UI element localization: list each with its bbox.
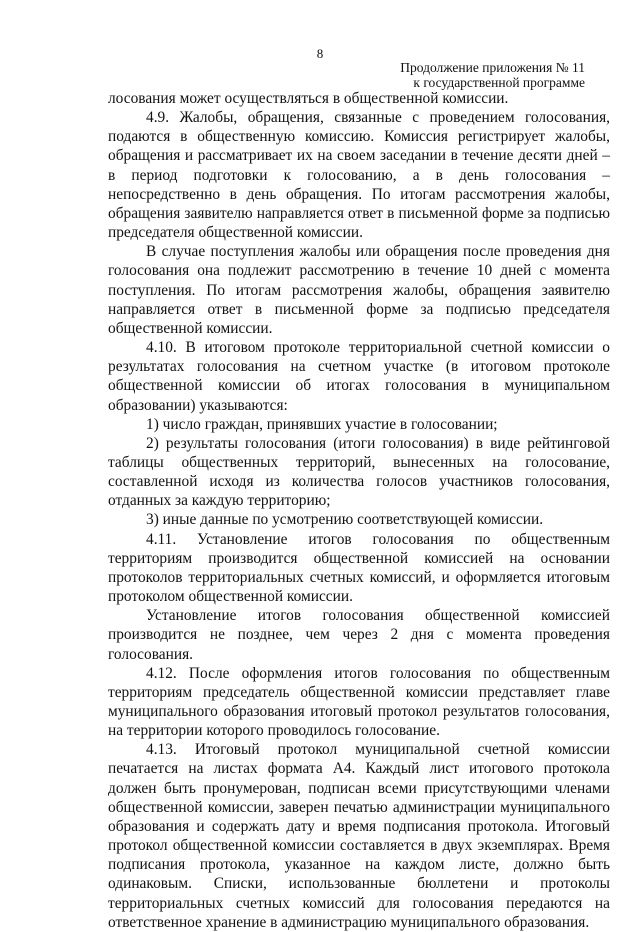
paragraph-4-10: 4.10. В итоговом протоколе территориальной счетной комиссии о результатах голосования на счетном участке (в итоговом протоколе общественной комиссии об итогах голосования в муниципальном образовании) указываются: xyxy=(108,339,610,414)
list-item-1: 1) число граждан, принявших участие в голосовании; xyxy=(146,415,498,433)
paragraph-continuation: лосования может осуществляться в общественной комиссии. xyxy=(108,90,509,107)
document-body xyxy=(108,89,610,932)
paragraph-results-deadline: Установление итогов голосования общественной комиссией производится не позднее, чем через 2 дня с момента проведения голосования. xyxy=(108,607,610,663)
list-item-3: 3) иные данные по усмотрению соответствующей комиссии. xyxy=(146,511,544,529)
appendix-header-line-2: к государственной программе xyxy=(413,75,585,90)
paragraph-4-9: 4.9. Жалобы, обращения, связанные с проведением голосования, подаются в общественную комиссию. Комиссия регистрирует жалобы, обращения и рассматривает их на своем заседании в течение десяти дней – в период подготовки к голосованию, а в день голосования – непосредственно в день обращения. По итогам рассмотрения жалобы, обращения заявителю направляется ответ в письменной форме за подписью председателя общественной комиссии. xyxy=(108,109,610,242)
list-item-2: 2) результаты голосования (итоги голосования) в виде рейтинговой таблицы общественных территорий, вынесенных на голосование, составленной исходя из количества голосов участников голосования, отданных за каждую территорию; xyxy=(108,434,610,510)
page-number: 8 xyxy=(316,46,324,61)
paragraph-4-11: 4.11. Установление итогов голосования по общественным территориям производится общественной комиссией на основании протоколов территориальных счетных комиссий, и оформляется итоговым протоколом общественной комиссии. xyxy=(108,530,610,606)
appendix-header xyxy=(325,60,585,90)
paragraph-4-13: 4.13. Итоговый протокол муниципальной счетной комиссии печатается на листах формата А4. Каждый лист итогового протокола должен быть пронумерован, подписан всеми присутствующими членами общественной комиссии, заверен печатью администрации муниципального образования и содержать дату и время подписания протокола. Итоговый протокол общественной комиссии составляется в двух экземплярах. Время подписания протокола, указанное на каждом листе, должно быть одинаковым. Списки, использованные бюллетени и протоколы территориальных счетных комиссий для голосования передаются на ответственное хранение в администрацию муниципального образования. xyxy=(108,741,610,931)
paragraph-complaint-after-vote: В случае поступления жалобы или обращения после проведения дня голосования она подлежит рассмотрению в течение 10 дней с момента поступления. По итогам рассмотрения жалобы, обращения заявителю направляется ответ в письменной форме за подписью председателя общественной комиссии. xyxy=(108,243,610,337)
appendix-header-line-1: Продолжение приложения № 11 xyxy=(400,60,585,75)
paragraph-4-12: 4.12. После оформления итогов голосования по общественным территориям председатель общественной комиссии представляет главе муниципального образования итоговый протокол результатов голосования, на территории которого проводилось голосование. xyxy=(108,664,610,740)
